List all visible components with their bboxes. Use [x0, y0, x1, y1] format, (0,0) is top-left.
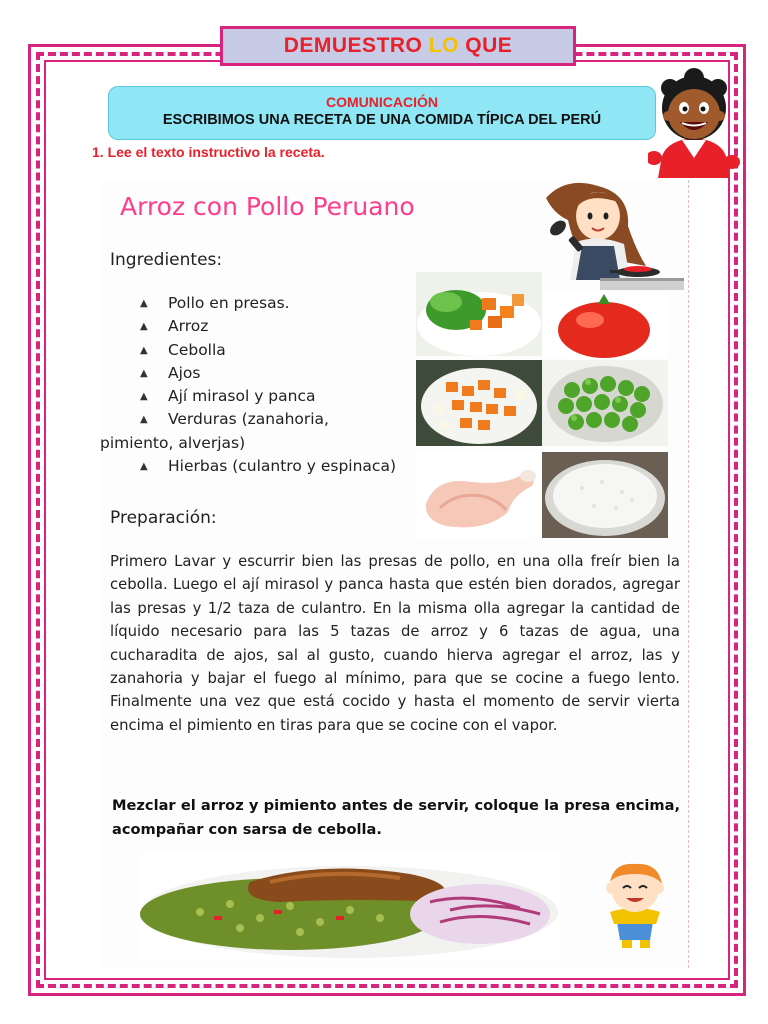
dish-photo — [140, 852, 560, 960]
instruction-number: 1. — [92, 144, 104, 160]
rice-bowl-photo — [542, 452, 668, 538]
title-word-2: LO — [428, 34, 459, 57]
ingredient-label: Verduras (zanahoria, — [168, 410, 329, 429]
ingredients-list — [100, 292, 430, 478]
ingredient-label: Cebolla — [168, 340, 226, 359]
bullet-icon: ▲ — [140, 344, 148, 356]
ingredient-label: Pollo en presas. — [168, 294, 290, 312]
ingredients-heading: Ingredientes: — [110, 250, 223, 270]
instruction-text: Lee el texto instructivo la receta. — [107, 144, 325, 160]
title-word-1: DEMUESTRO — [283, 34, 423, 57]
recipe-card — [100, 180, 689, 968]
list-item — [140, 339, 430, 362]
bullet-icon: ▲ — [140, 414, 148, 426]
kid-illustration — [590, 860, 680, 950]
ingredient-label: Hierbas (culantro y espinaca) — [168, 457, 396, 476]
recipe-title: Arroz con Pollo Peruano — [120, 192, 415, 221]
tomato-photo — [542, 292, 668, 358]
list-item — [140, 315, 430, 338]
vegetables-bowl-photo — [416, 272, 542, 356]
list-item — [100, 408, 430, 455]
subject-task: ESCRIBIMOS UNA RECETA DE UNA COMIDA TÍPICA DEL PERÚ — [162, 112, 602, 128]
bullet-icon: ▲ — [140, 391, 148, 403]
bullet-icon: ▲ — [140, 298, 148, 309]
chicken-photo — [416, 452, 542, 538]
preparation-heading: Preparación: — [110, 508, 217, 528]
bullet-icon: ▲ — [140, 321, 148, 333]
list-item — [140, 455, 430, 478]
title-word-3: QUE — [465, 34, 513, 57]
serving-text: Mezclar el arroz y pimiento antes de servir, coloque la presa encima, acompañar con sarsa de cebolla. — [112, 797, 680, 838]
subject-banner — [108, 86, 656, 140]
list-item — [140, 385, 430, 408]
ingredient-label: Ajos — [168, 363, 201, 382]
ingredient-continuation: pimiento, alverjas) — [100, 433, 246, 452]
list-item — [140, 362, 430, 385]
peas-photo — [542, 360, 668, 446]
bullet-icon: ▲ — [140, 461, 148, 473]
diced-carrots-photo — [416, 360, 542, 446]
bullet-icon: ▲ — [140, 367, 148, 379]
instruction — [92, 144, 325, 160]
boy-illustration — [648, 66, 740, 178]
list-item — [140, 292, 430, 315]
ingredient-label: Arroz — [168, 317, 209, 336]
subject-area: COMUNICACIÓN — [326, 94, 438, 110]
page-title — [220, 26, 576, 66]
preparation-text: Primero Lavar y escurrir bien las presas de pollo, en una olla freír bien la cebolla. Luego el ají mirasol y panca hasta que estén bien dorados, agregar las presas y 1/2 taza de culantro. En la misma olla agregar la cantidad de líquido necesario para las 5 tazas de arroz y 6 tazas de agua, una cucharadita de ajos, sal al gusto, cuando hierva agregar el arroz, las y zanahoria y bajar el fuego al mínimo, para que se cocine a fuego lento. Finalmente una vez que está cocido y hasta el momento de servir vierta encima el pimiento en tiras para que se cocine con el vapor. — [110, 553, 680, 734]
ingredient-label: Ají mirasol y panca — [168, 387, 316, 406]
